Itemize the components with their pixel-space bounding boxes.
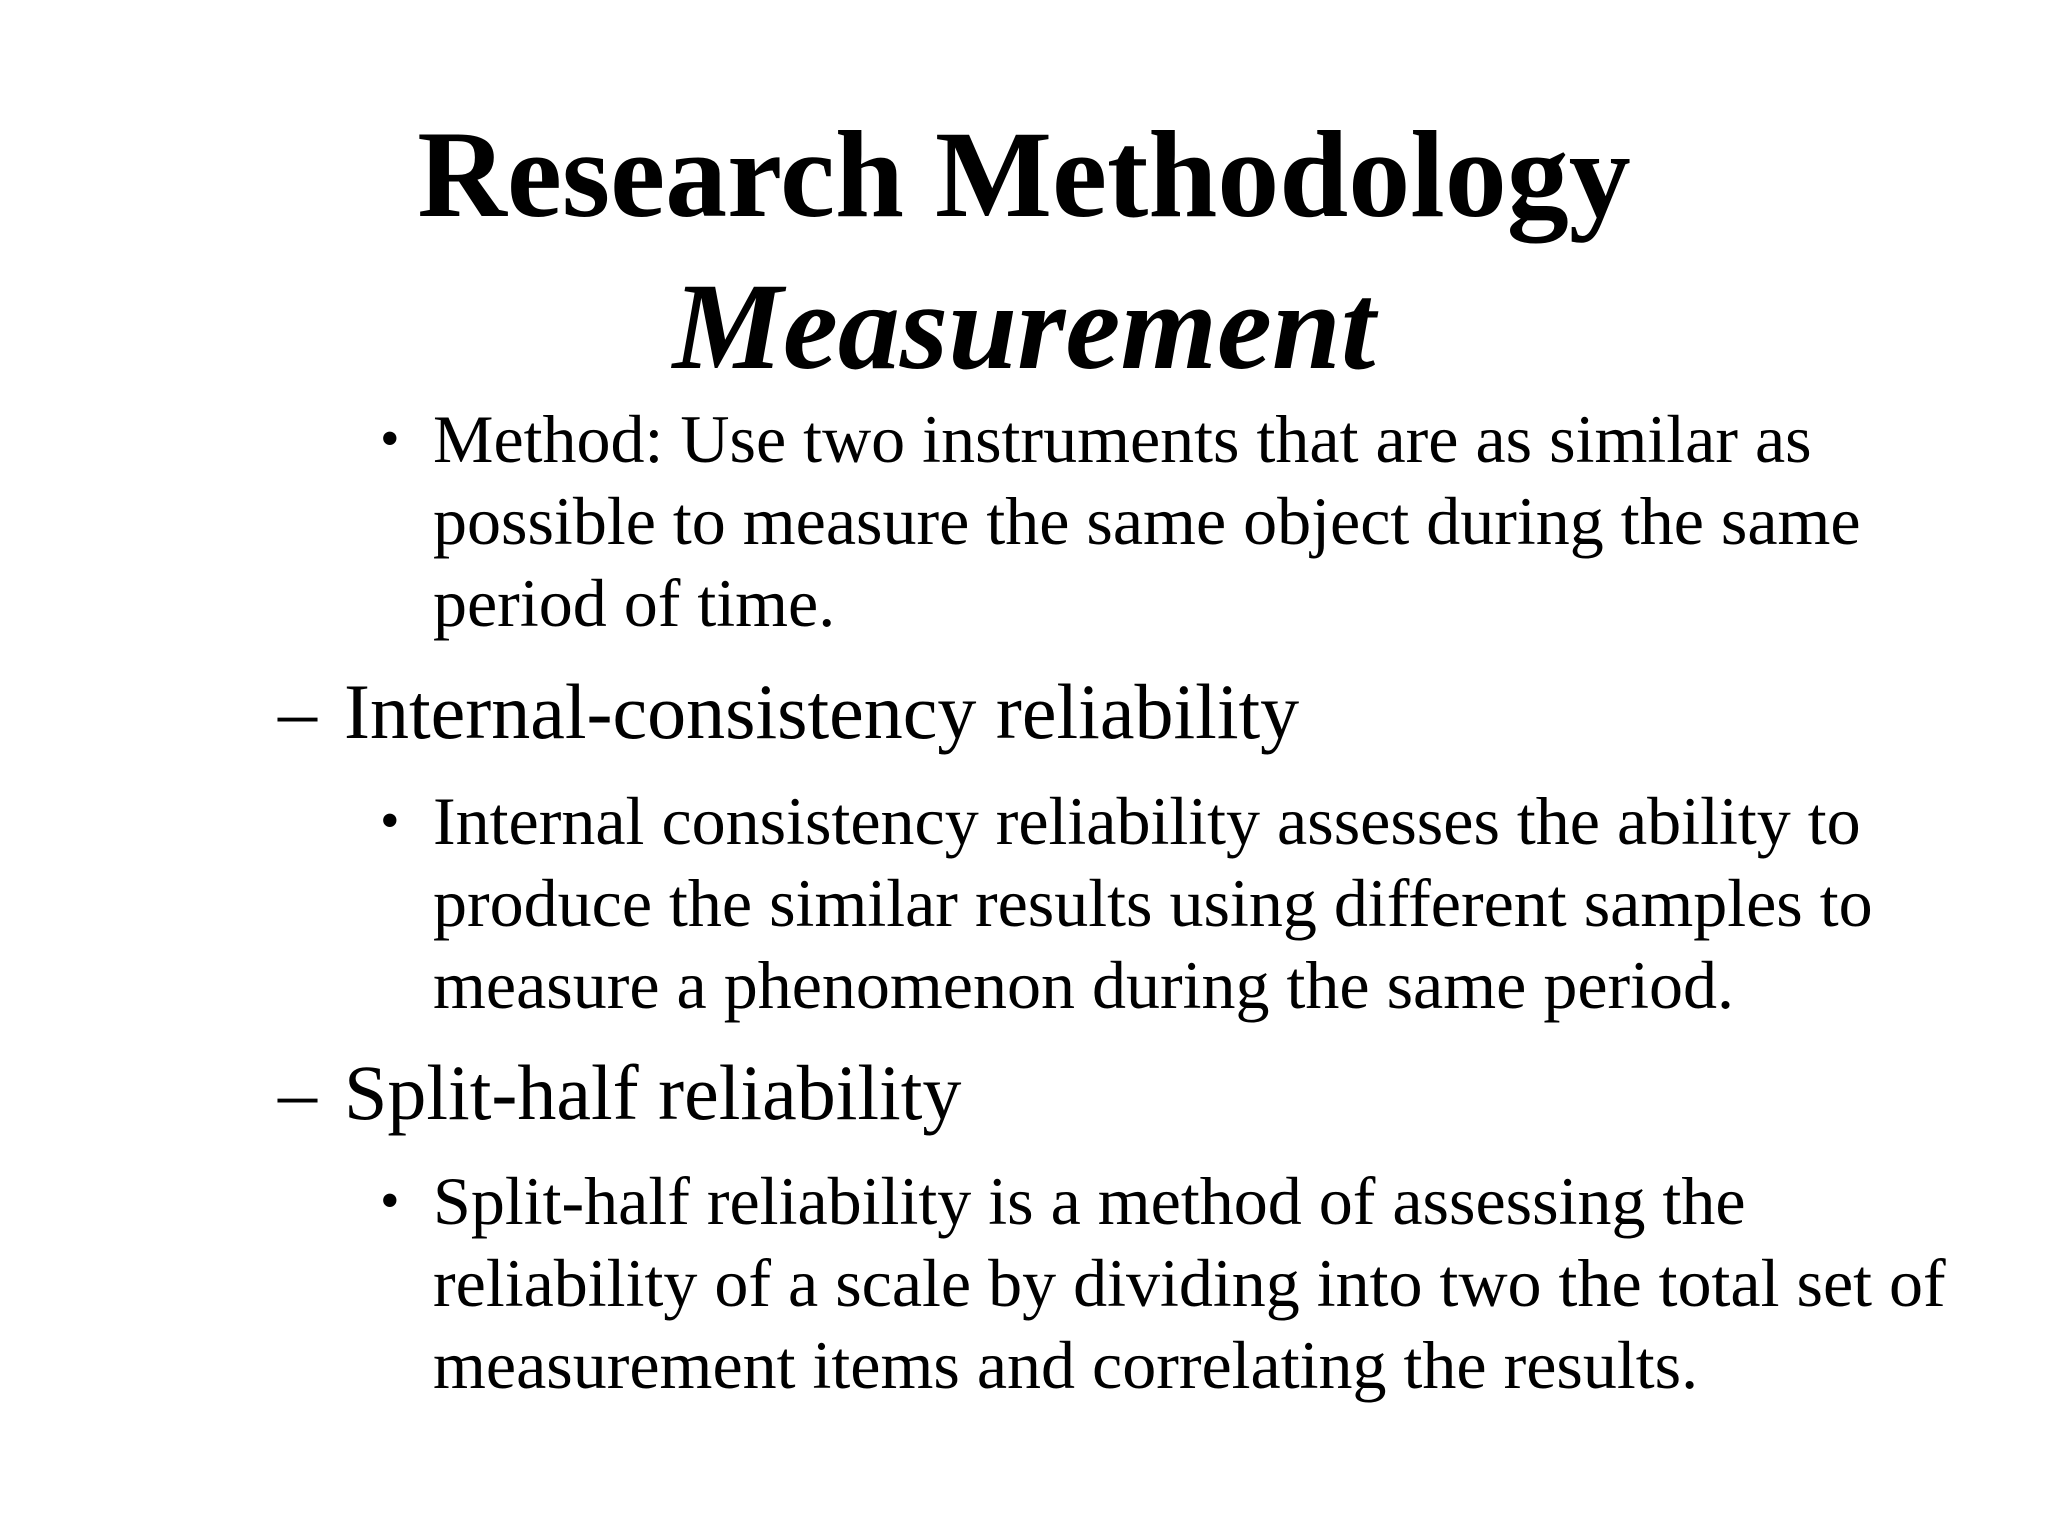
subheading-split-half: Split-half reliability: [344, 1049, 962, 1136]
bullet-icon: •: [380, 790, 400, 852]
bullet-text-internal-consistency: Internal consistency reliability assesses the ability to produce the similar results using different samples to measure a phenomenon during the same period.: [433, 783, 1873, 1023]
bullet-text-method: Method: Use two instruments that are as similar as possible to measure the same object during the same period of time.: [433, 401, 1861, 641]
slide-title: Research Methodology: [417, 106, 1631, 243]
slide-subtitle: Measurement: [672, 258, 1376, 395]
bullet-text-split-half: Split-half reliability is a method of assessing the reliability of a scale by dividing into two the total set of measurement items and correlating the results.: [433, 1163, 1946, 1403]
dash-icon: –: [278, 1049, 317, 1136]
bullet-icon: •: [380, 1170, 400, 1232]
subheading-internal-consistency: Internal-consistency reliability: [344, 668, 1300, 755]
dash-icon: –: [278, 668, 317, 755]
bullet-icon: •: [380, 408, 400, 470]
